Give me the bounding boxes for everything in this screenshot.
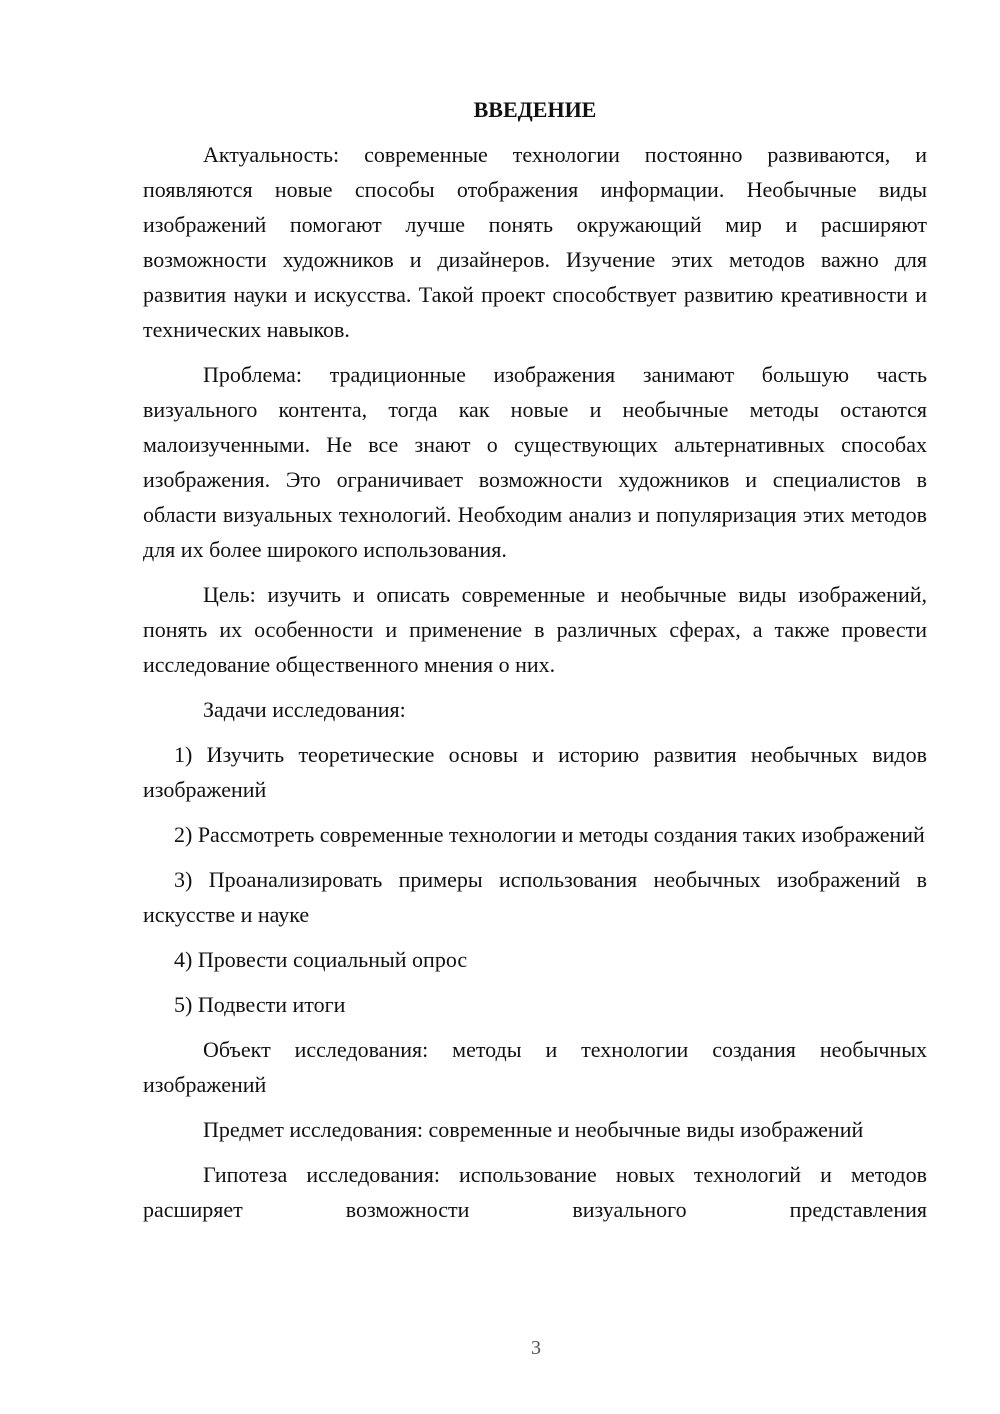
paragraph-subject: Предмет исследования: современные и необычные виды изображений	[203, 1117, 864, 1142]
paragraph-relevance: Актуальность: современные технологии постоянно развиваются, и появляются новые способы отображения информации. Необычные виды изображений помогают лучше понять окружающий мир и расширяют возможности художников и дизайнеров. Изучение этих методов важно для развития науки и искусства. Такой проект способствует развитию креативности и технических навыков.	[143, 142, 927, 342]
paragraph-problem: Проблема: традиционные изображения занимают большую часть визуального контента, тогда как новые и необычные методы остаются малоизученными. Не все знают о существующих альтернативных способах изображения. Это ограничивает возможности художников и специалистов в области визуальных технологий. Необходим анализ и популяризация этих методов для их более широкого использования.	[143, 362, 927, 562]
list-item: 5) Подвести итоги	[174, 992, 346, 1017]
paragraph-hypothesis: Гипотеза исследования: использование новых технологий и методов расширяет возможности визуального представления	[143, 1162, 927, 1222]
tasks-list	[143, 737, 927, 1022]
list-item: 1) Изучить теоретические основы и историю развития необычных видов изображений	[143, 742, 927, 802]
paragraph-goal: Цель: изучить и описать современные и необычные виды изображений, понять их особенности и применение в различных сферах, а также провести исследование общественного мнения о них.	[143, 582, 927, 677]
page-content	[143, 92, 927, 1237]
tasks-heading: Задачи исследования:	[203, 697, 406, 722]
list-item: 3) Проанализировать примеры использования необычных изображений в искусстве и науке	[143, 867, 927, 927]
paragraph-object: Объект исследования: методы и технологии создания необычных изображений	[143, 1037, 927, 1097]
page-number: 3	[531, 1337, 541, 1359]
list-item: 4) Провести социальный опрос	[174, 947, 468, 972]
list-item: 2) Рассмотреть современные технологии и методы создания таких изображений	[174, 822, 925, 847]
section-title: ВВЕДЕНИЕ	[473, 97, 597, 122]
